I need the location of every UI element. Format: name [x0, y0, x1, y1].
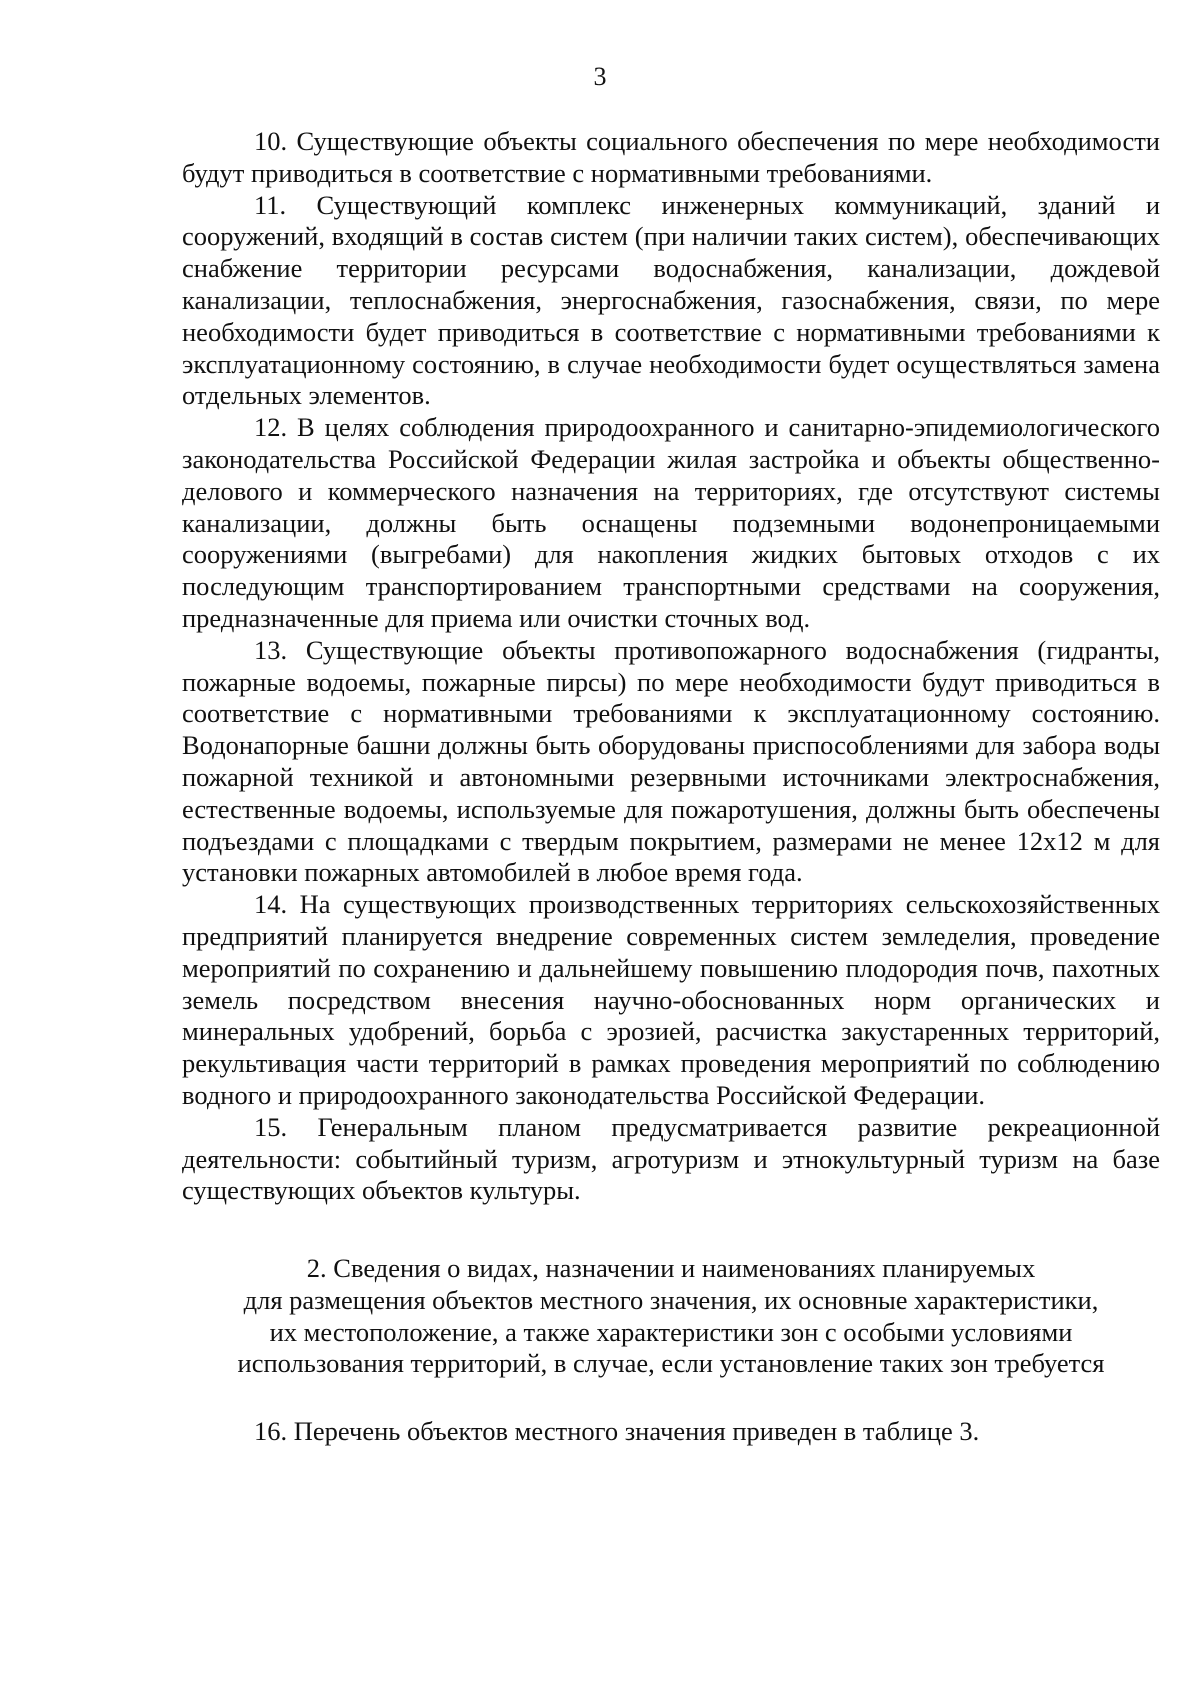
paragraph-13: 13. Существующие объекты противопожарного водоснабжения (гидранты, пожарные водоемы, пожарные пирсы) по мере необходимости будут приводиться в соответствие с нормативными требованиями к эксплуатационному состоянию. Водонапорные башни должны быть оборудованы приспособлениями для забора воды пожарной техникой и автономными резервными источниками электроснабжения, естественные водоемы, используемые для пожаротушения, должны быть обеспечены подъездами с площадками с твердым покрытием, размерами не менее 12х12 м для установки пожарных автомобилей в любое время года.: [182, 634, 1160, 888]
paragraph-16: 16. Перечень объектов местного значения приведен в таблице 3.: [254, 1416, 980, 1447]
paragraph-12: 12. В целях соблюдения природоохранного и санитарно-эпидемиологического законодательства Российской Федерации жилая застройка и объекты общественно-делового и коммерческого назначения на территориях, где отсутствуют системы канализации, должны быть оснащены подземными водонепроницаемыми сооружениями (выгребами) для накопления жидких бытовых отходов с их последующим транспортированием транспортными средствами на сооружения, предназначенные для приема или очистки сточных вод.: [182, 412, 1160, 633]
section-heading-line: их местоположение, а также характеристики зон с особыми условиями: [269, 1316, 1073, 1347]
paragraph-14: 14. На существующих производственных территориях сельскохозяйственных предприятий планируется внедрение современных систем земледелия, проведение мероприятий по сохранению и дальнейшему повышению плодородия почв, пахотных земель посредством внесения научно-обоснованных норм органических и минеральных удобрений, борьба с эрозией, расчистка закустаренных территорий, рекультивация части территорий в рамках проведения мероприятий по соблюдению водного и природоохранного законодательства Российской Федерации.: [182, 889, 1160, 1110]
paragraph-11: 11. Существующий комплекс инженерных коммуникаций, зданий и сооружений, входящий в состав систем (при наличии таких систем), обеспечивающих снабжение территории ресурсами водоснабжения, канализации, дождевой канализации, теплоснабжения, энергоснабжения, газоснабжения, связи, по мере необходимости будет приводиться в соответствие с нормативными требованиями к эксплуатационному состоянию, в случае необходимости будет осуществляться замена отдельных элементов.: [182, 189, 1160, 411]
section-heading-line: 2. Сведения о видах, назначении и наименованиях планируемых: [306, 1253, 1036, 1284]
paragraph-10: 10. Существующие объекты социального обеспечения по мере необходимости будут приводиться в соответствие с нормативными требованиями.: [182, 126, 1160, 188]
page-number: 3: [593, 62, 607, 91]
paragraph-15: 15. Генеральным планом предусматривается развитие рекреационной деятельности: событийный туризм, агротуризм и этнокультурный туризм на базе существующих объектов культуры.: [182, 1111, 1160, 1206]
document-body: [182, 126, 1160, 1448]
section-heading-line: для размещения объектов местного значения, их основные характеристики,: [243, 1284, 1099, 1315]
section-heading-line: использования территорий, в случае, если установление таких зон требуется: [237, 1348, 1105, 1379]
section-heading: [182, 1253, 1160, 1380]
